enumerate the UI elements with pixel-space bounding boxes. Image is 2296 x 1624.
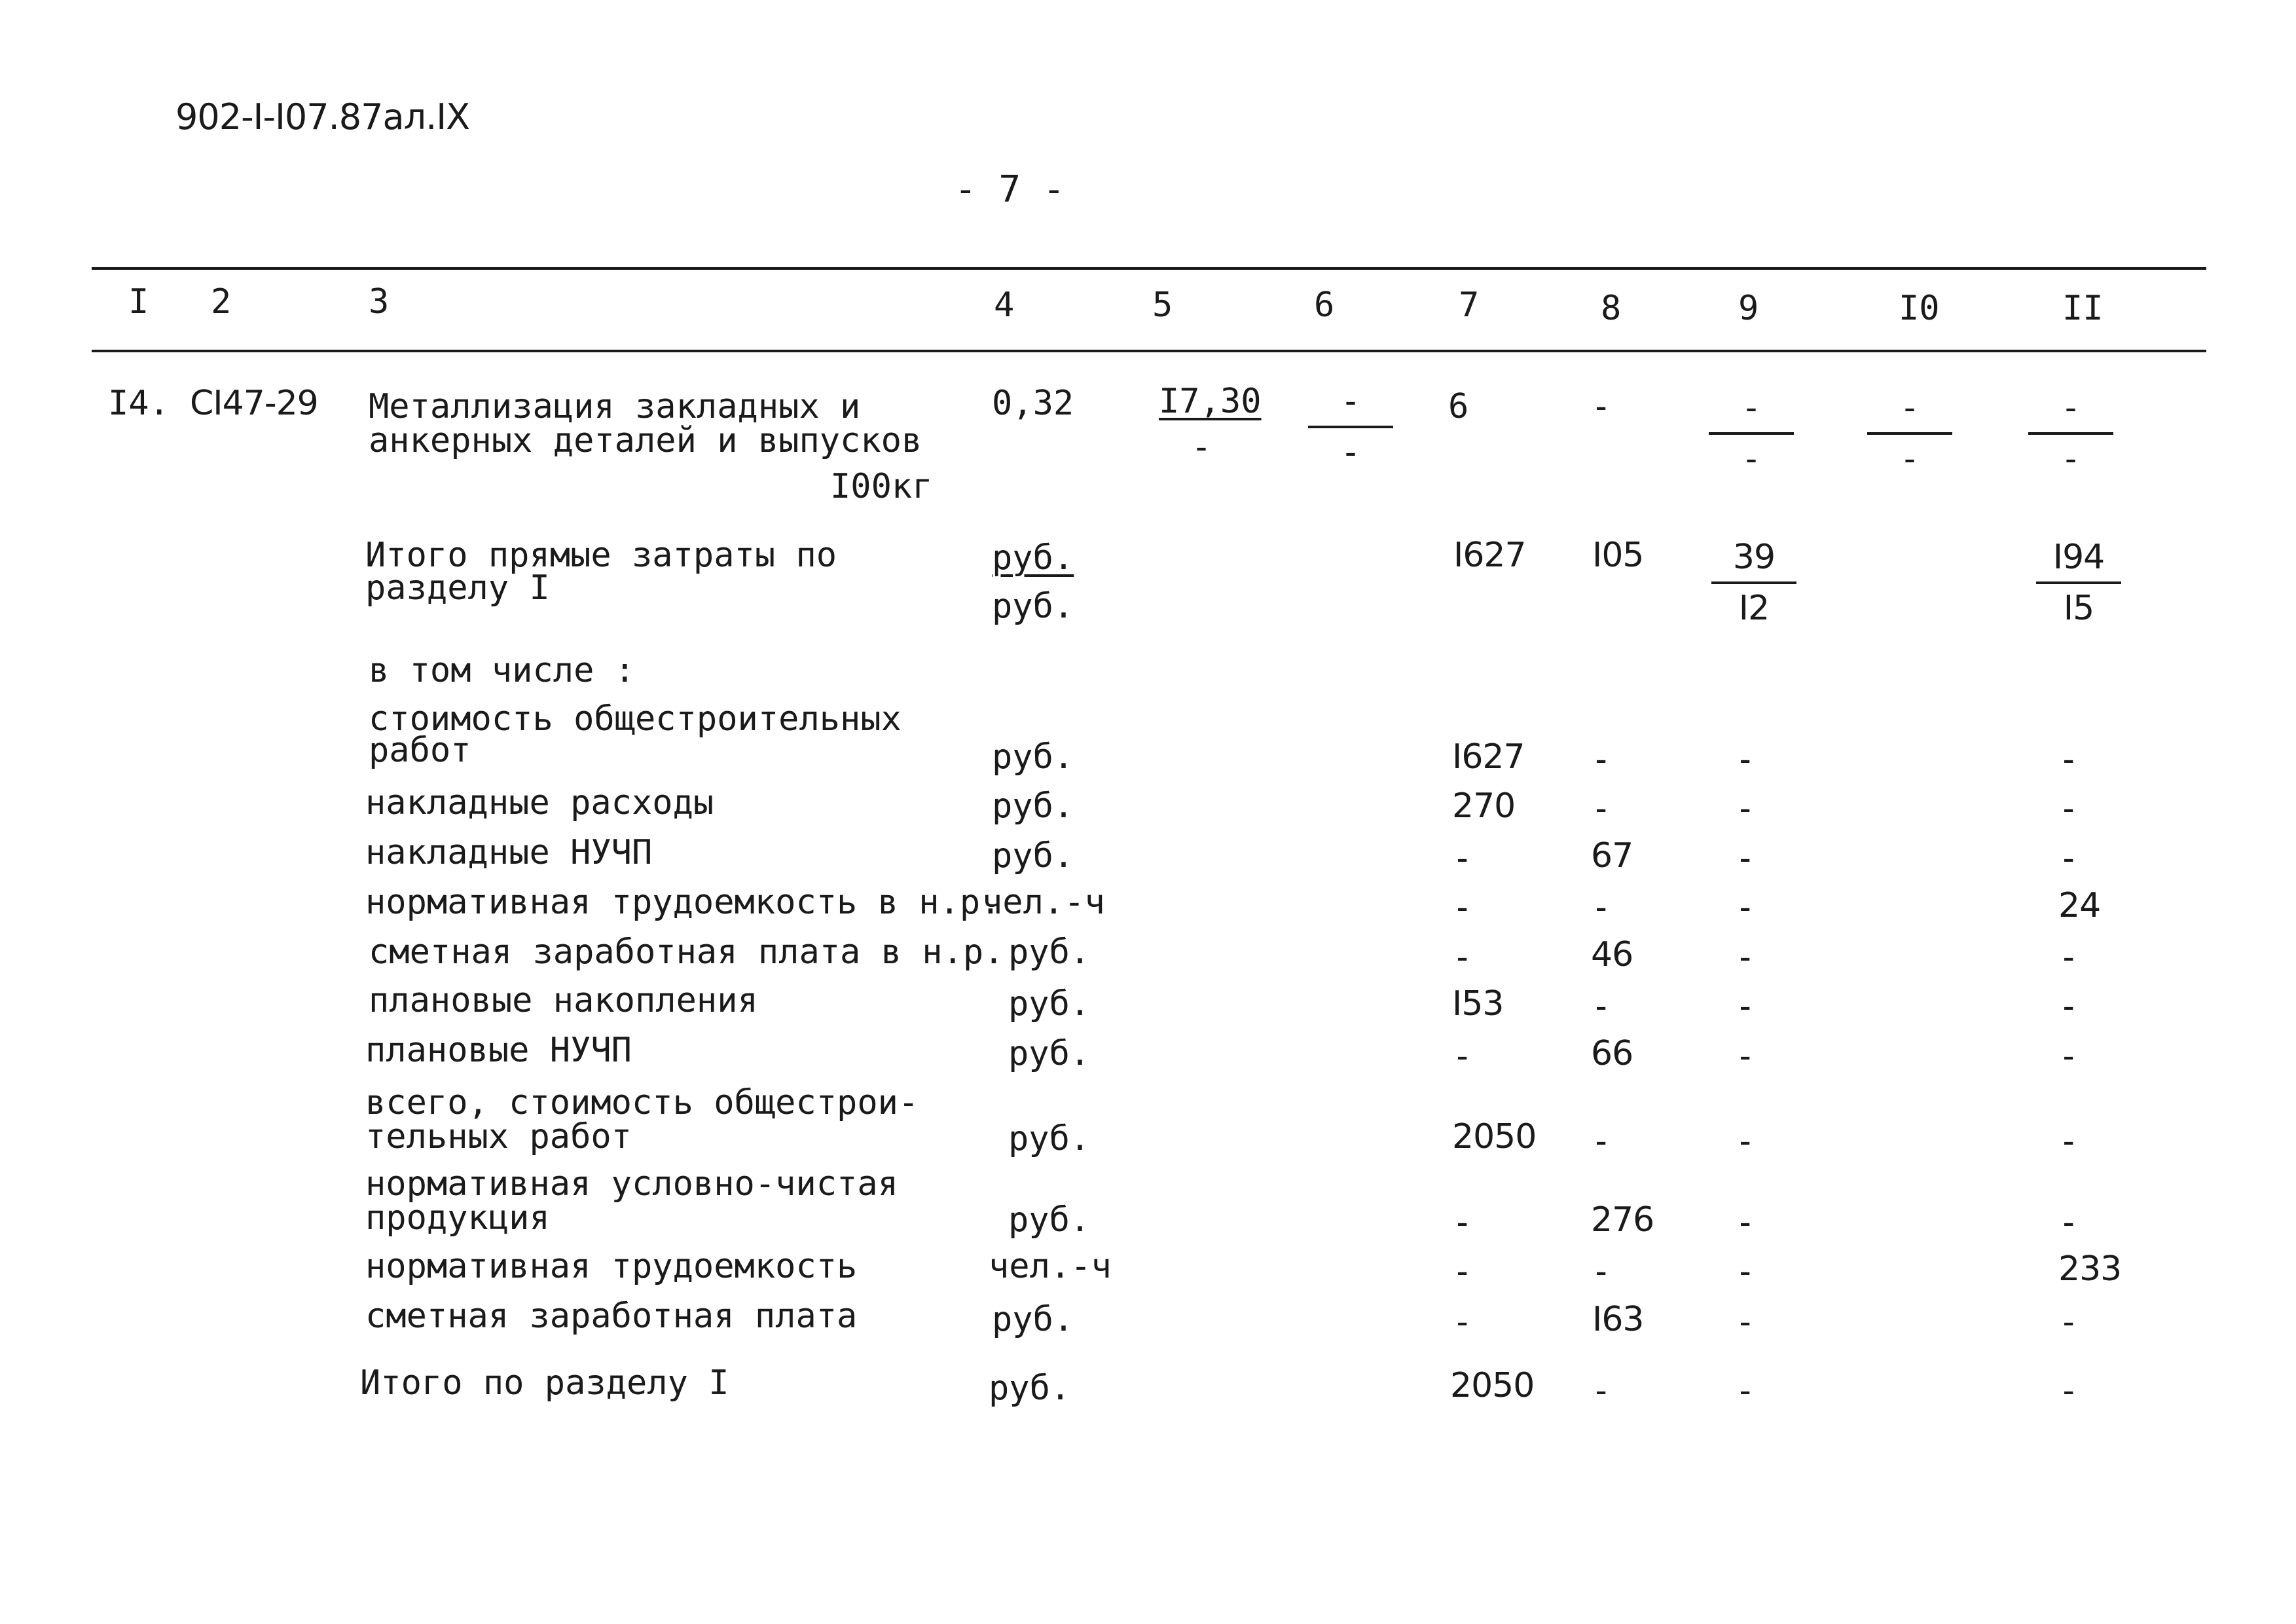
- column-header: 7: [1459, 286, 1480, 325]
- row-col7: -: [1452, 839, 1473, 878]
- row-label: плановые накопления: [369, 981, 758, 1020]
- row-col7: -: [1452, 1302, 1473, 1342]
- section-total-col8: -: [1591, 1371, 1612, 1411]
- item-description-line2: анкерных деталей и выпусков: [369, 421, 922, 460]
- row-col9: -: [1735, 740, 1756, 779]
- total-direct-unit1: руб.: [992, 538, 1074, 578]
- row-col11: 24: [2058, 886, 2101, 925]
- item-code: CI47-29: [190, 384, 318, 423]
- total-direct-unit2: руб.: [992, 587, 1074, 626]
- total-direct-col11: I94 I5: [2036, 534, 2121, 631]
- row-col9: -: [1735, 789, 1756, 828]
- row-label-line2: тельных работ: [365, 1117, 632, 1156]
- row-col9: -: [1735, 1203, 1756, 1242]
- row-label: плановые НУЧП: [365, 1031, 632, 1070]
- section-total-col9: -: [1735, 1371, 1756, 1411]
- row-col8: -: [1591, 987, 1612, 1026]
- row-col11: -: [2058, 987, 2079, 1026]
- row-unit: руб.: [992, 836, 1074, 876]
- row-col9: -: [1735, 888, 1756, 927]
- row-label: нормативная условно-чистая: [365, 1164, 898, 1204]
- including-label: в том числе :: [369, 651, 635, 690]
- row-col7: -: [1452, 1203, 1473, 1242]
- item-col9: - -: [1709, 385, 1794, 482]
- section-total-col7: 2050: [1450, 1366, 1535, 1405]
- total-direct-label-line2: разделу I: [365, 568, 550, 608]
- row-label: сметная заработная плата в н.р.: [369, 932, 1004, 972]
- document-code: 902-I-I07.87ал.IX: [175, 96, 470, 138]
- column-header: 9: [1738, 289, 1759, 328]
- fraction-bar: [2036, 581, 2121, 584]
- item-col7: 6: [1448, 387, 1469, 426]
- item-description-line1: Металлизация закладных и: [369, 387, 861, 426]
- item-unit: I00кг: [830, 467, 933, 506]
- total-direct-col7: I627: [1453, 536, 1526, 575]
- row-label: стоимость общестроительных: [369, 699, 902, 739]
- row-label: нормативная трудоемкость: [365, 1247, 858, 1286]
- row-col8: -: [1591, 1252, 1612, 1291]
- row-col11: -: [2058, 1203, 2079, 1242]
- row-unit: руб.: [992, 1300, 1074, 1339]
- row-col8: -: [1591, 740, 1612, 779]
- item-number: I4.: [108, 384, 170, 423]
- row-col7: -: [1452, 1037, 1473, 1076]
- table-header-rule: [92, 350, 2206, 352]
- column-header: 3: [369, 282, 390, 322]
- row-col7: 2050: [1452, 1117, 1537, 1156]
- row-col11: -: [2058, 938, 2079, 977]
- column-header: 4: [994, 286, 1015, 325]
- row-label: нормативная трудоемкость в н.р.: [365, 883, 1001, 922]
- row-unit: руб.: [992, 786, 1074, 826]
- column-header: 8: [1601, 289, 1622, 328]
- row-unit: руб.: [1008, 932, 1091, 972]
- row-label: всего, стоимость общестрои-: [365, 1083, 919, 1122]
- row-col7: -: [1452, 1252, 1473, 1291]
- row-col8: 46: [1591, 935, 1633, 974]
- row-col9: -: [1735, 839, 1756, 878]
- row-col9: -: [1735, 938, 1756, 977]
- section-total-col11: -: [2058, 1371, 2079, 1411]
- column-header: 5: [1152, 286, 1173, 325]
- row-col7: 270: [1452, 786, 1516, 826]
- total-direct-col9: 39 I2: [1711, 534, 1796, 631]
- row-unit: чел.-ч: [982, 883, 1105, 922]
- row-col11: -: [2058, 740, 2079, 779]
- column-header: 2: [211, 282, 232, 322]
- row-unit: руб.: [1008, 1034, 1091, 1073]
- row-col9: -: [1735, 1122, 1756, 1161]
- row-label: сметная заработная плата: [365, 1297, 858, 1336]
- section-total-unit: руб.: [989, 1369, 1071, 1408]
- row-label: накладные расходы: [365, 783, 714, 822]
- column-header: I0: [1899, 289, 1940, 328]
- page-number: - 7 -: [955, 168, 1065, 211]
- row-col11: -: [2058, 839, 2079, 878]
- row-col9: -: [1735, 1252, 1756, 1291]
- row-col11: -: [2058, 1302, 2079, 1342]
- row-col11: 233: [2058, 1249, 2122, 1289]
- row-label: накладные НУЧП: [365, 833, 653, 872]
- row-col9: -: [1735, 1037, 1756, 1076]
- item-quantity: 0,32: [992, 384, 1074, 423]
- row-col9: -: [1735, 987, 1756, 1026]
- total-direct-label-line1: Итого прямые затраты по: [365, 536, 837, 575]
- row-col8: I63: [1592, 1300, 1644, 1339]
- row-unit: руб.: [1008, 984, 1091, 1024]
- row-col11: -: [2058, 789, 2079, 828]
- row-label-line2: продукция: [365, 1198, 550, 1238]
- row-unit: руб.: [1008, 1200, 1091, 1240]
- section-total-label: Итого по разделу I: [360, 1363, 729, 1403]
- fraction-bar: [2028, 432, 2113, 435]
- row-col7: -: [1452, 938, 1473, 977]
- row-unit: чел.-ч: [989, 1247, 1112, 1286]
- row-col8: 276: [1591, 1200, 1654, 1240]
- row-label-line2: работ: [369, 731, 471, 770]
- row-col8: -: [1591, 789, 1612, 828]
- item-col5: I7,30 -: [1159, 382, 1262, 467]
- row-col11: -: [2058, 1122, 2079, 1161]
- row-col7: I53: [1452, 984, 1504, 1024]
- row-col11: -: [2058, 1037, 2079, 1076]
- row-unit: руб.: [992, 737, 1074, 777]
- fraction-bar: [1308, 426, 1393, 428]
- item-col6: - -: [1308, 378, 1393, 475]
- fraction-bar: [1709, 432, 1794, 435]
- row-col7: -: [1452, 888, 1473, 927]
- row-unit: руб.: [1008, 1119, 1091, 1158]
- row-col9: -: [1735, 1302, 1756, 1342]
- item-col10: - -: [1867, 385, 1952, 482]
- item-col8: -: [1591, 387, 1612, 426]
- row-col8: -: [1591, 888, 1612, 927]
- row-col8: -: [1591, 1122, 1612, 1161]
- fraction-bar: [1711, 581, 1796, 584]
- column-header: I: [128, 282, 149, 322]
- column-header: 6: [1314, 286, 1335, 325]
- table-top-rule: [92, 267, 2206, 270]
- total-direct-col8: I05: [1592, 536, 1644, 575]
- row-col8: 66: [1591, 1034, 1633, 1073]
- item-col11: - -: [2028, 385, 2113, 482]
- row-col7: I627: [1452, 737, 1525, 777]
- row-col8: 67: [1591, 836, 1633, 876]
- fraction-bar: [1867, 432, 1952, 435]
- column-header: II: [2062, 289, 2104, 328]
